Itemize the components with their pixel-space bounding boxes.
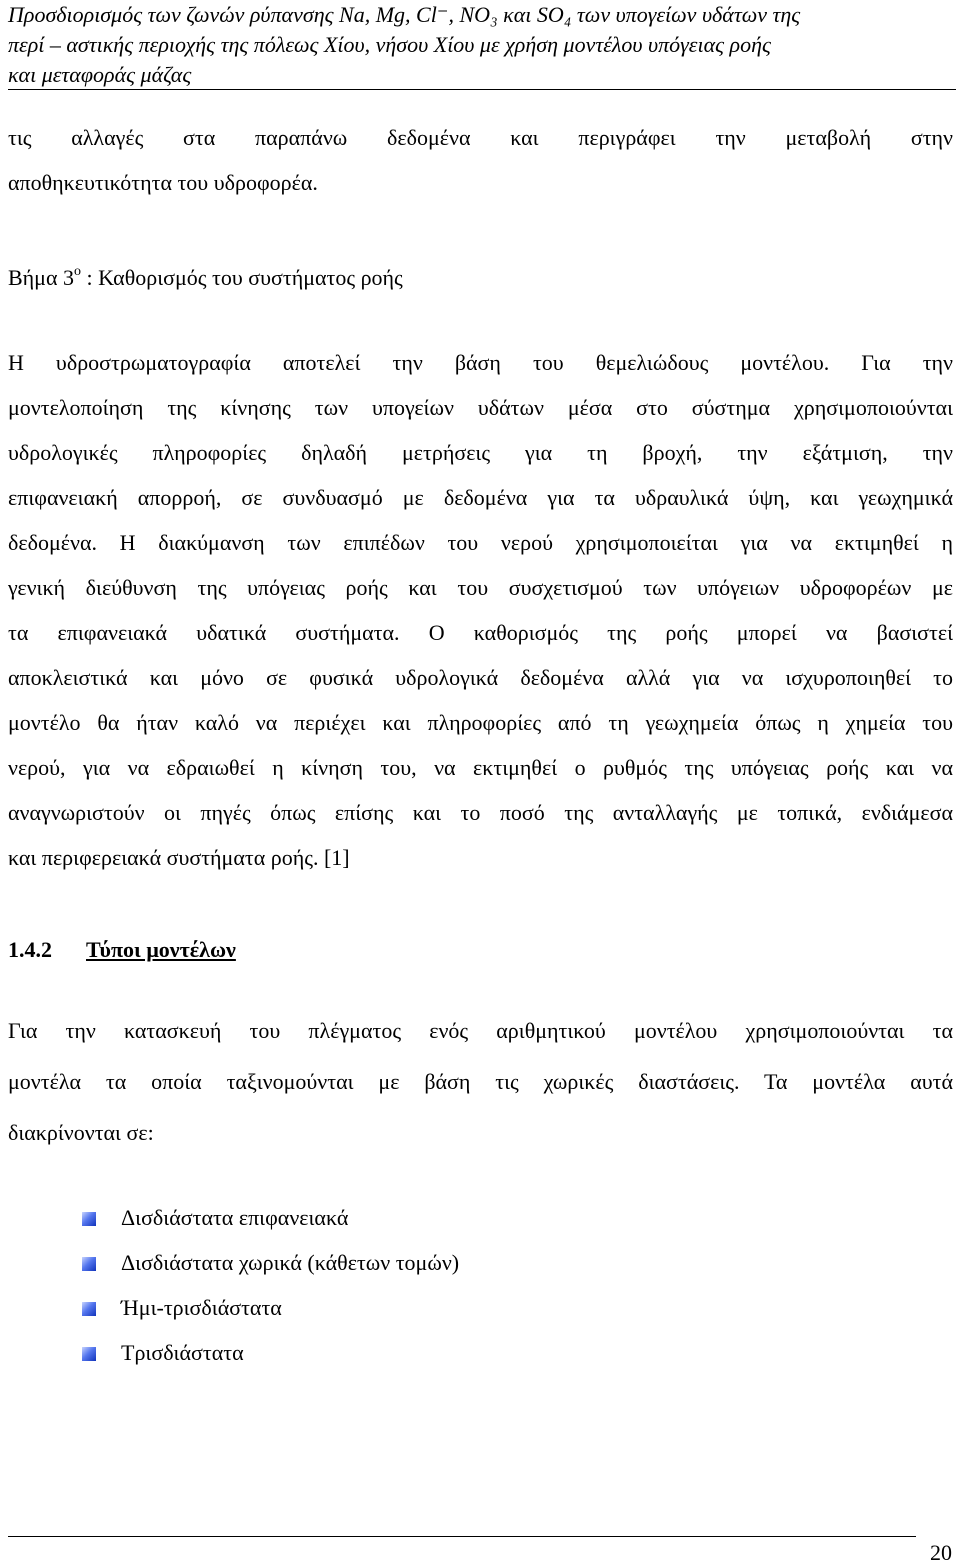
intro-paragraph (8, 115, 953, 205)
list-item (82, 1285, 459, 1330)
list-item-label: Τρισδιάστατα (121, 1340, 244, 1365)
section-line-2: μοντέλα τα οποία ταξινομούνται με βάση τις χωρικές διαστάσεις. Τα μοντέλα αυτά (8, 1069, 953, 1094)
section-line-3: διακρίνονται σε: (8, 1120, 154, 1145)
header-divider (8, 89, 956, 90)
main-line-5: δεδομένα. Η διακύμανση των επιπέδων του νερού χρησιμοποιείται για να εκτιμηθεί η (8, 530, 953, 555)
main-line-10: νερού, για να εδραιωθεί η κίνηση του, να εκτιμηθεί ο ρυθμός της υπόγειας ροής και να (8, 755, 953, 780)
list-item (82, 1195, 459, 1240)
list-item-label: Δισδιάστατα χωρικά (κάθετων τομών) (121, 1250, 460, 1275)
main-line-7: τα επιφανειακά υδατικά συστήματα. Ο καθορισμός της ροής μπορεί να βασιστεί (8, 620, 953, 645)
square-bullet-icon (82, 1257, 96, 1271)
intro-line-1: τις αλλαγές στα παραπάνω δεδομένα και περιγράφει την μεταβολή στην (8, 125, 953, 150)
step-title: : Καθορισμός του συστήματος ροής (81, 265, 403, 290)
section-title: Τύποι μοντέλων (86, 937, 236, 962)
list-item (82, 1330, 459, 1375)
main-paragraph (8, 340, 953, 880)
header-line-2: περί – αστικής περιοχής της πόλεως Χίου, νήσου Χίου με χρήση μοντέλου υπόγειας ροής (8, 32, 771, 57)
footer-divider (8, 1536, 916, 1537)
main-line-3: υδρολογικές πληροφορίες δηλαδή μετρήσεις για τη βροχή, την εξάτμιση, την (8, 440, 953, 465)
header-line-3: και μεταφοράς μάζας (8, 62, 192, 87)
main-line-1: Η υδροστρωματογραφία αποτελεί την βάση του θεμελιώδους μοντέλου. Για την (8, 350, 953, 375)
step-superscript: ο (74, 264, 81, 279)
main-line-4: επιφανειακή απορροή, σε συνδυασμό με δεδομένα για τα υδραυλικά ύψη, και γεωχημικά (8, 485, 953, 510)
main-line-11: αναγνωριστούν οι πηγές όπως επίσης και το ποσό της ανταλλαγής με τοπικά, ενδιάμεσα (8, 800, 953, 825)
step-heading (8, 252, 403, 298)
square-bullet-icon (82, 1347, 96, 1361)
main-line-2: μοντελοποίηση της κίνησης των υπογείων υδάτων μέσα στο σύστημα χρησιμοποιούνται (8, 395, 953, 420)
bullet-list (82, 1195, 459, 1375)
main-line-9: μοντέλο θα ήταν καλό να περιέχει και πληροφορίες από τη γεωχημεία όπως η χημεία του (8, 710, 953, 735)
section-paragraph (8, 1005, 953, 1158)
section-number: 1.4.2 (8, 937, 52, 962)
list-item (82, 1240, 459, 1285)
page-header (8, 0, 953, 90)
step-prefix: Βήμα 3 (8, 265, 74, 290)
square-bullet-icon (82, 1302, 96, 1316)
list-item-label: Ήμι-τρισδιάστατα (121, 1295, 282, 1320)
section-heading (8, 930, 236, 970)
main-line-12: και περιφερειακά συστήματα ροής. [1] (8, 845, 350, 870)
section-line-1: Για την κατασκευή του πλέγματος ενός αριθμητικού μοντέλου χρησιμοποιούνται τα (8, 1018, 953, 1043)
main-line-6: γενική διεύθυνση της υπόγειας ροής και του συσχετισμού των υπόγειων υδροφορέων με (8, 575, 953, 600)
intro-line-2: αποθηκευτικότητα του υδροφορέα. (8, 170, 318, 195)
page-number: 20 (930, 1540, 952, 1565)
main-line-8: αποκλειστικά και μόνο σε φυσικά υδρολογικά δεδομένα αλλά για να ισχυροποιηθεί το (8, 665, 953, 690)
header-line-1: Προσδιορισμός των ζωνών ρύπανσης Na, Mg, Cl⁻, NO₃ και SO₄ των υπογείων υδάτων της (8, 2, 801, 27)
list-item-label: Δισδιάστατα επιφανειακά (121, 1205, 349, 1230)
square-bullet-icon (82, 1212, 96, 1226)
